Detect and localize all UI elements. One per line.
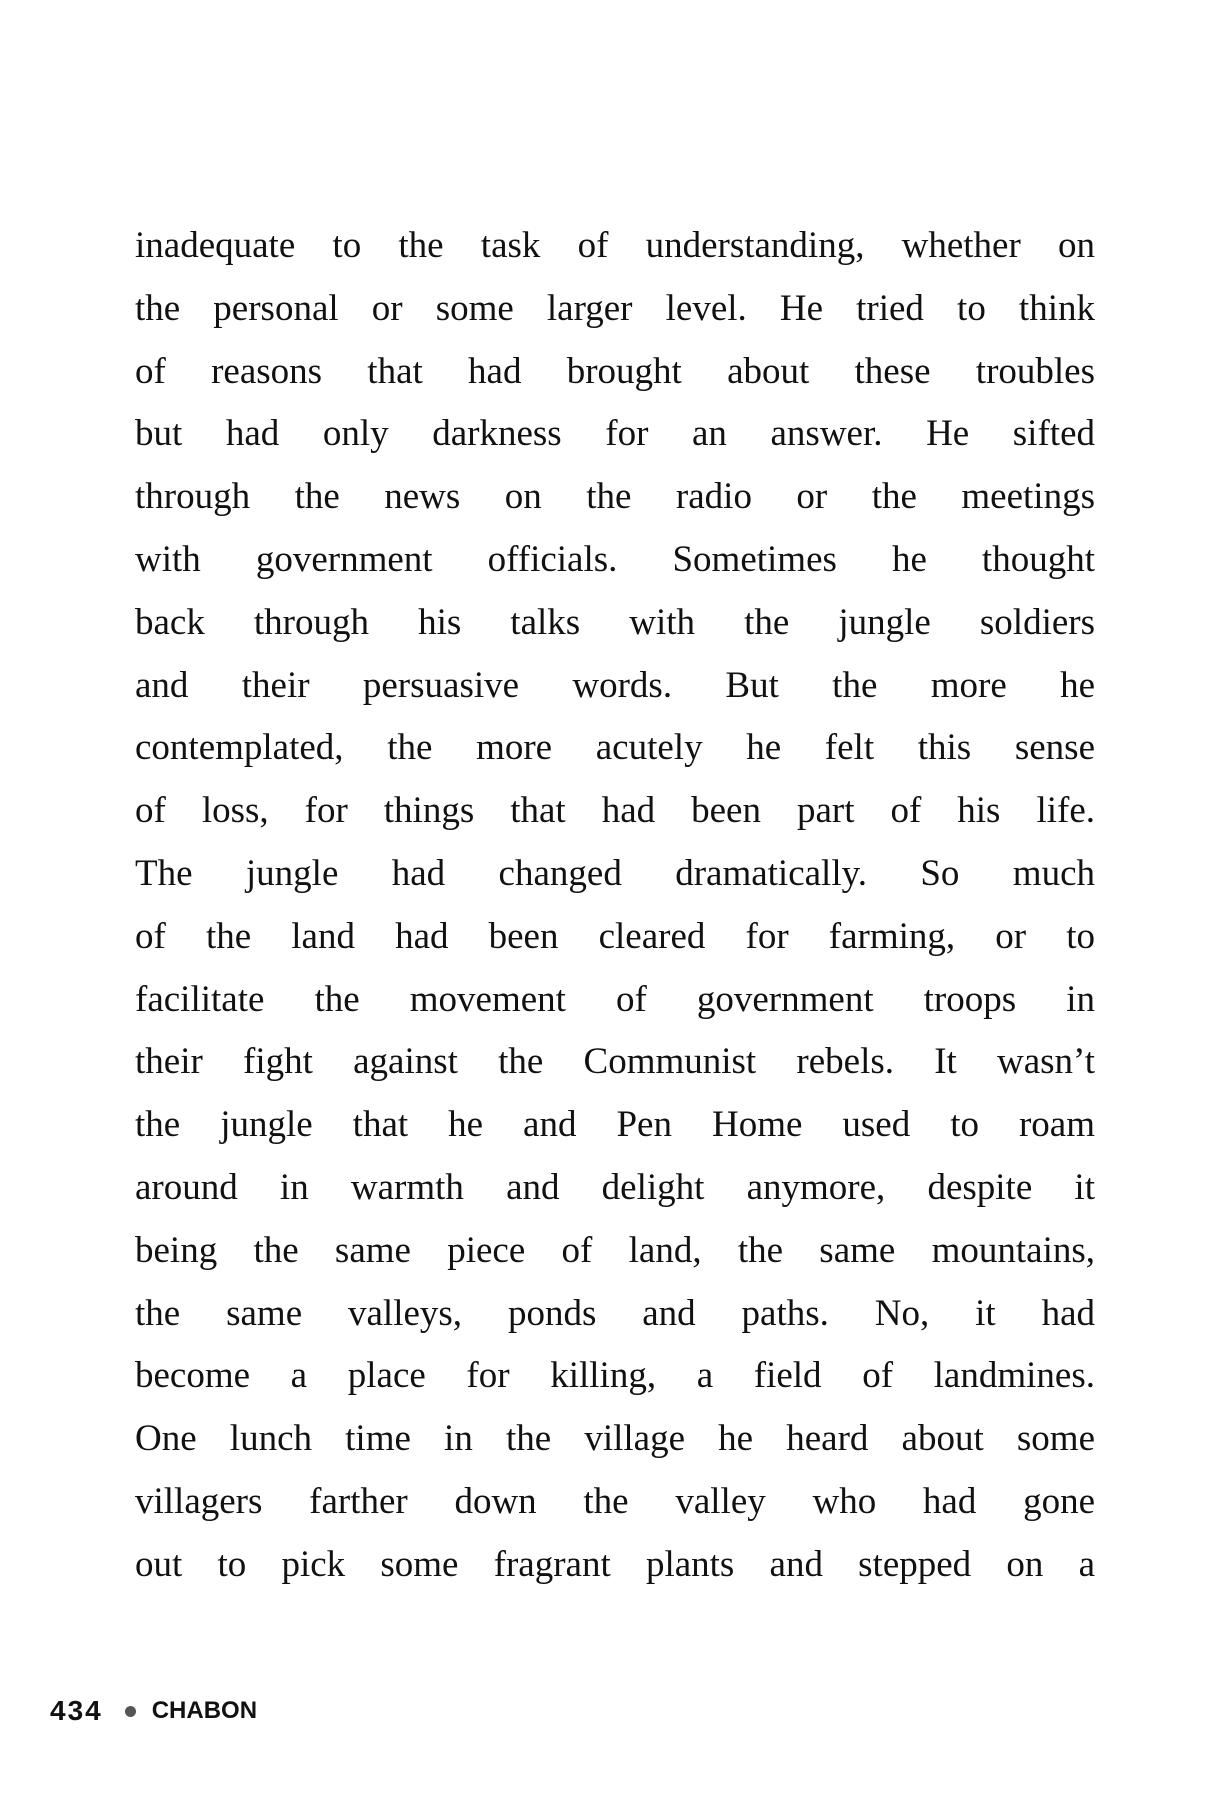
text-line: the jungle that he and Pen Home used to roam bbox=[135, 1104, 1095, 1146]
text-line: become a place for killing, a field of landmines. bbox=[135, 1355, 1095, 1397]
text-line: around in warmth and delight anymore, despite it bbox=[135, 1166, 1095, 1208]
page-footer bbox=[50, 1695, 257, 1727]
text-line: through the news on the radio or the meetings bbox=[135, 476, 1095, 518]
text-line: the personal or some larger level. He tried to think bbox=[135, 287, 1095, 329]
text-line: their fight against the Communist rebels. It wasn’t bbox=[135, 1041, 1095, 1083]
page-number: 434 bbox=[50, 1695, 103, 1726]
text-line: inadequate to the task of understanding, whether on bbox=[135, 225, 1095, 266]
text-line: being the same piece of land, the same mountains, bbox=[135, 1229, 1095, 1271]
running-head: CHABON bbox=[151, 1697, 258, 1724]
text-line: of loss, for things that had been part of his life. bbox=[135, 790, 1095, 832]
text-line: villagers farther down the valley who had gone bbox=[135, 1480, 1095, 1522]
text-line: but had only darkness for an answer. He sifted bbox=[135, 413, 1095, 455]
bullet-icon bbox=[125, 1706, 136, 1717]
text-line: facilitate the movement of government troops in bbox=[135, 978, 1095, 1020]
text-line: of the land had been cleared for farming, or to bbox=[135, 915, 1095, 957]
text-line: of reasons that had brought about these troubles bbox=[135, 350, 1095, 392]
text-line: and their persuasive words. But the more he bbox=[135, 664, 1095, 706]
text-line: The jungle had changed dramatically. So much bbox=[135, 852, 1095, 894]
text-line: back through his talks with the jungle soldiers bbox=[135, 601, 1095, 643]
body-text bbox=[135, 215, 1095, 1597]
text-line: the same valleys, ponds and paths. No, it had bbox=[135, 1292, 1095, 1334]
text-line: with government officials. Sometimes he thought bbox=[135, 538, 1095, 580]
text-line: contemplated, the more acutely he felt this sense bbox=[135, 727, 1095, 769]
text-line: One lunch time in the village he heard about some bbox=[135, 1418, 1095, 1460]
text-line: out to pick some fragrant plants and stepped on a bbox=[135, 1543, 1095, 1585]
